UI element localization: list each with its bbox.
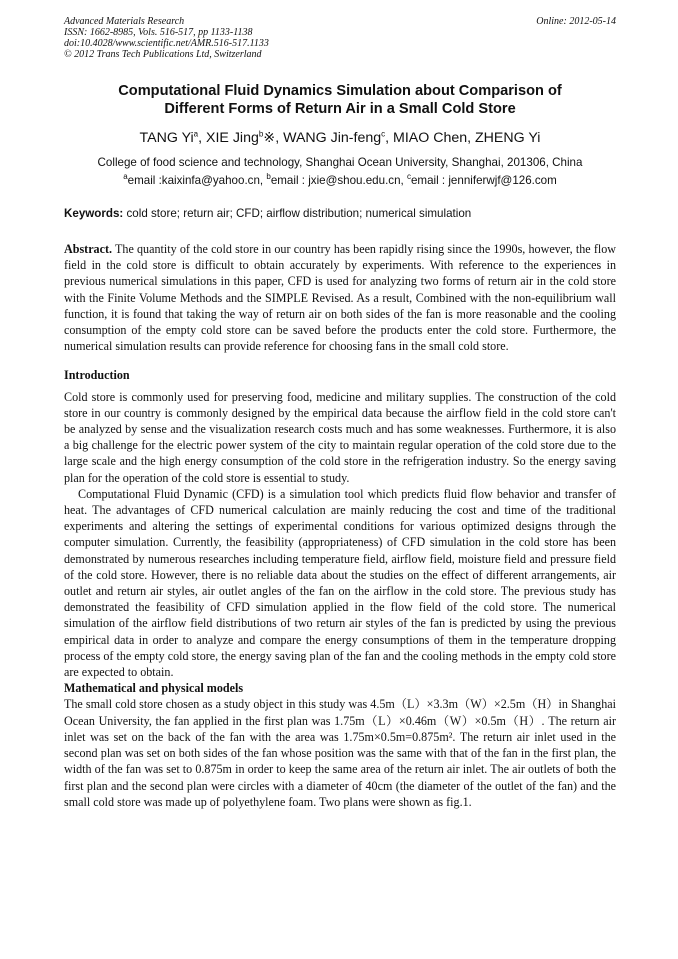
paper-page	[64, 16, 616, 810]
doi-line[interactable]: doi:10.4028/www.scientific.net/AMR.516-517.1133	[64, 38, 269, 49]
author-2: , XIE Jing	[198, 130, 259, 146]
keywords-text: cold store; return air; CFD; airflow distribution; numerical simulation	[123, 207, 472, 220]
corresponding-mark: ※	[263, 130, 276, 146]
affiliation: College of food science and technology, Shanghai Ocean University, Shanghai, 201306, China	[97, 156, 583, 169]
introduction-paragraph-2: Computational Fluid Dynamic (CFD) is a simulation tool which predicts fluid flow behavior and transfer of heat. The advantages of CFD numerical calculation are mainly reducing the cost and time of the traditional experiments and altering the settings of experimental conditions for various optimized designs through the computer simulation. Currently, the feasibility (appropriateness) of CFD simulation in the cold store has been demonstrated by numerous researches including temperature field, airflow field, moisture field and pressure field of the cold store. However, there is no reliable data about the studies on the effect of different arrangements, air outlet and return air styles, air outlet angles of the fan on the airflow in the cold store. The previous study has demonstrated the feasibility of CFD simulation applied in the flow field of the cold store. The numerical simulation of the airflow field distributions of two return air styles of the fan is predicted by using the previous empirical data in order to analyze and compare the energy consumptions of them in the temperature dropping process of the empty cold store, the energy saving plan of the fan and the cooling methods in the empty cold store are expected to obtain.	[64, 486, 616, 680]
author-2-sup: b	[258, 129, 264, 139]
journal-name: Advanced Materials Research	[64, 16, 185, 27]
online-date: Online: 2012-05-14	[536, 16, 616, 27]
email-line	[64, 173, 616, 188]
email-a-sup: a	[123, 172, 128, 182]
email-b-sup: b	[266, 172, 271, 182]
author-list	[64, 129, 616, 147]
author-1: TANG Yi	[139, 130, 194, 146]
email-c[interactable]: email : jenniferwjf@126.com	[410, 174, 557, 187]
keywords	[64, 206, 616, 221]
title-line-2: Different Forms of Return Air in a Small Cold Store	[164, 101, 516, 117]
copyright-line: © 2012 Trans Tech Publications Ltd, Switzerland	[64, 49, 262, 60]
keywords-label: Keywords:	[64, 207, 124, 220]
introduction-heading: Introduction	[64, 368, 130, 383]
introduction-paragraph-1: Cold store is commonly used for preserving food, medicine and military supplies. The construction of the cold store in our country is commonly designed by the empirical data because the airflow field in the cold store can't be analyzed by sense and the visualization research costs much and has some weaknesses. Furthermore, it is also a big challenge for the electric power system of the city to maintain regular operation of the cold store due to the large scale and the high energy consumption of the cold store in the refrigeration industry. So the energy saving plan for the operation of the cold store is essential to study.	[64, 389, 616, 485]
author-3-sup: c	[381, 129, 386, 139]
author-3: , WANG Jin-feng	[275, 130, 382, 146]
abstract	[64, 241, 616, 354]
author-1-sup: a	[193, 129, 199, 139]
issn-line: ISSN: 1662-8985, Vols. 516-517, pp 1133-1138	[64, 27, 253, 38]
models-paragraph-1: The small cold store chosen as a study object in this study was 4.5m（L）×3.3m（W）×2.5m（H）in Shanghai Ocean University, the fan applied in the first plan was 1.75m（L）×0.46m（W）×0.5m（H）. The return air inlet was set on the back of the fan with the area was 1.75m×0.5m=0.875m². The return air inlet used in the second plan was set on both sides of the fan whose position was the same with that of the fan in the first plan, the width of the fan was set to 0.875m in order to keep the same area of the return air inlet. The air outlets of both the first plan and the second plan were circles with a diameter of 40cm (the diameter of the outlet of the fan) and the small cold store was made up of polyethylene foam. Two plans were shown as fig.1.	[64, 697, 616, 809]
abstract-label: Abstract.	[64, 242, 113, 256]
email-a[interactable]: email :kaixinfa@yahoo.cn,	[127, 174, 267, 187]
models-heading: Mathematical and physical models	[64, 681, 244, 696]
title-line-1: Computational Fluid Dynamics Simulation about Comparison of	[118, 83, 562, 99]
email-b[interactable]: email : jxie@shou.edu.cn,	[270, 174, 407, 187]
paper-title	[64, 82, 616, 118]
abstract-text: The quantity of the cold store in our country has been rapidly rising since the 1990s, however, the flow field in the cold store is difficult to obtain accurately by experiments. With reference to the experiences in previous numerical simulations in this paper, CFD is used for analyzing two forms of return air in the cold store with the Finite Volume Methods and the SIMPLE Revised. As a result, Combined with the non-equilibrium wall function, it is found that taking the way of return air on both sides of the fan is more reasonable and the cooling consumption of the empty cold store can be saved before the products enter the cold store. Furthermore, the numerical simulation results can provide reference for choosing fans in the small cold store.	[64, 242, 616, 354]
email-c-sup: c	[406, 172, 411, 182]
authors-rest: , MIAO Chen, ZHENG Yi	[385, 130, 541, 146]
journal-header	[64, 16, 616, 60]
